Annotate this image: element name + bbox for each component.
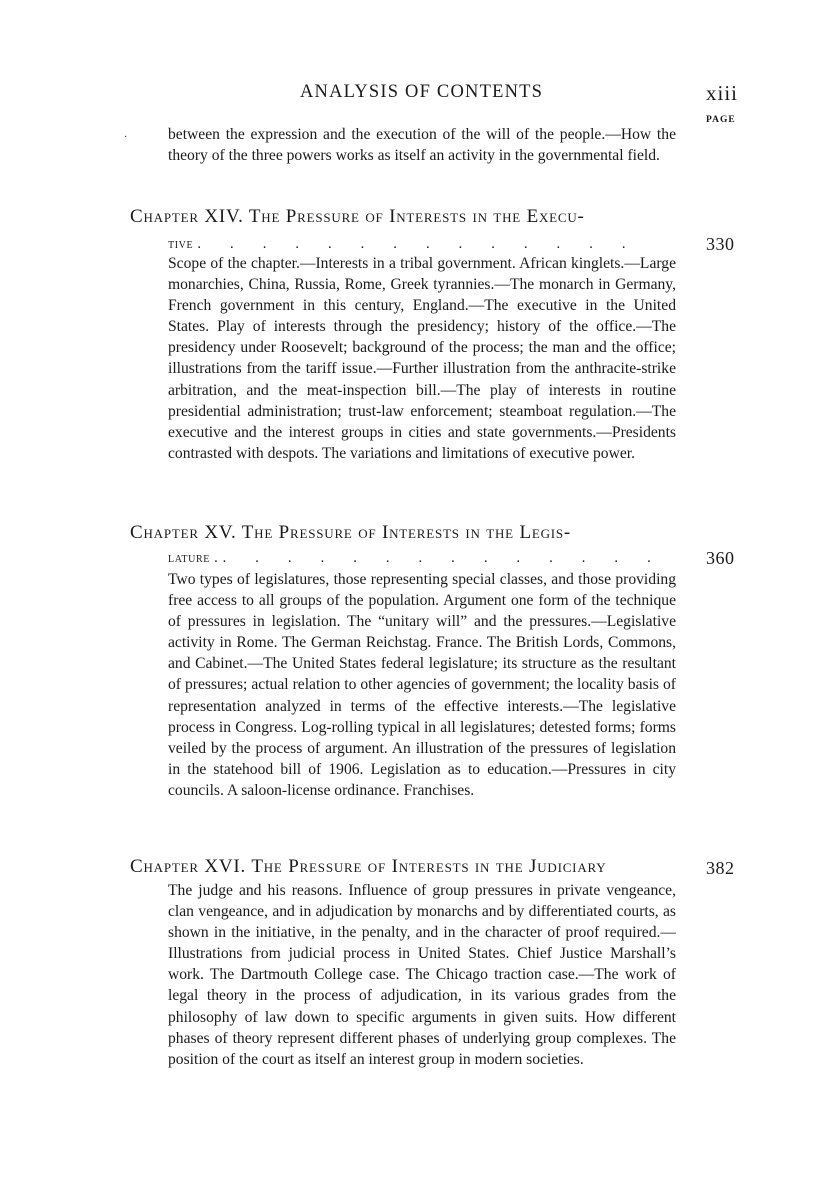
chapter-16-label: Chapter XVI.	[130, 856, 247, 877]
chapter-14-title-cont: tive	[168, 236, 194, 252]
chapter-14-heading	[130, 205, 678, 229]
chapter-16-heading	[130, 855, 690, 879]
chapter-15-label: Chapter XV.	[130, 522, 237, 543]
chapter-16-summary	[168, 880, 676, 1070]
chapter-14-title-continuation-line	[168, 234, 678, 254]
chapter-15-title: The Pressure of Interests in the Legis-	[241, 522, 572, 543]
intro-text: between the expression and the execution of the will of the people.—How the theory of the three powers works as itself an activity in the governmental field.	[168, 126, 676, 165]
intro-paragraph	[168, 124, 676, 166]
chapter-15-title-cont: lature .	[168, 550, 219, 566]
chapter-14-summary	[168, 253, 676, 464]
page-folio: xiii	[706, 81, 739, 105]
chapter-16-summary-text: The judge and his reasons. Influence of group pressures in private vengeance, clan vengeance, and in adjudication by monarchs and by differentiated courts, as shown in the initiative, in the penalty, and in the character of proof required.—Illustrations from judicial process in United States. Chief Justice Marshall’s work. The Dartmouth College case. The Chicago traction case.—The work of legal theory in the process of adjudication, in its various grades from the philosophy of law down to specific arguments in given suits. How different phases of theory represent different phases of underlying group complexes. The position of the court as itself an interest group in modern societies.	[168, 882, 676, 1068]
chapter-15-title-continuation-line	[168, 548, 678, 568]
stray-mark: ·	[124, 132, 128, 143]
chapter-15-heading	[130, 521, 678, 545]
running-head	[0, 82, 840, 112]
chapter-14-title: The Pressure of Interests in the Execu-	[248, 206, 585, 227]
chapter-14-summary-text: Scope of the chapter.—Interests in a tribal government. African kinglets.—Large monarchies, China, Russia, Rome, Greek tyrannies.—The monarch in Germany, French government in this century, England.—The executive in the United States. Play of interests through the presidency; history of the office.—The presidency under Roosevelt; background of the process; the man and the office; illustrations from the tariff issue.—Further illustration from the anthracite-strike arbitration, and the meat-inspection bill.—The play of interests in routine presidential administration; trust-law enforcement; steamboat regulation.—The executive and the interest groups in cities and state governments.—Presidents contrasted with despots. The variations and limitations of executive power.	[168, 255, 676, 462]
page-column-label: PAGE	[706, 115, 736, 125]
chapter-16-page-number: 382	[706, 858, 735, 878]
chapter-15-summary	[168, 569, 676, 801]
chapter-14-leaders: . . . . . . . . . . . . . .	[197, 236, 639, 252]
chapter-15-summary-text: Two types of legislatures, those representing special classes, and those providing free access to all groups of the population. Argument one form of the technique of pressures in legislation. The “unitary will” and the pressures.—Legislative activity in Rome. The German Reichstag. France. The British Lords, Commons, and Cabinet.—The United States federal legislature; its structure as the resultant of pressures; actual relation to other agencies of government; the locality basis of representation analyzed in terms of the effective interests.—The legislative process in Congress. Log-rolling typical in all legislatures; detested forms; forms veiled by the process of argument. An illustration of the pressures of legislation in the statehood bill of 1906. Legislation as to education.—Pressures in city councils. A saloon-license ordinance. Franchises.	[168, 571, 676, 799]
chapter-16-title: The Pressure of Interests in the Judiciary	[251, 856, 607, 877]
chapter-15-page-number: 360	[706, 548, 735, 568]
running-title: ANALYSIS OF CONTENTS	[300, 82, 544, 102]
chapter-15-leaders: . . . . . . . . . . . . . .	[222, 550, 664, 566]
chapter-14-page-number: 330	[706, 234, 735, 254]
chapter-14-label: Chapter XIV.	[130, 206, 244, 227]
